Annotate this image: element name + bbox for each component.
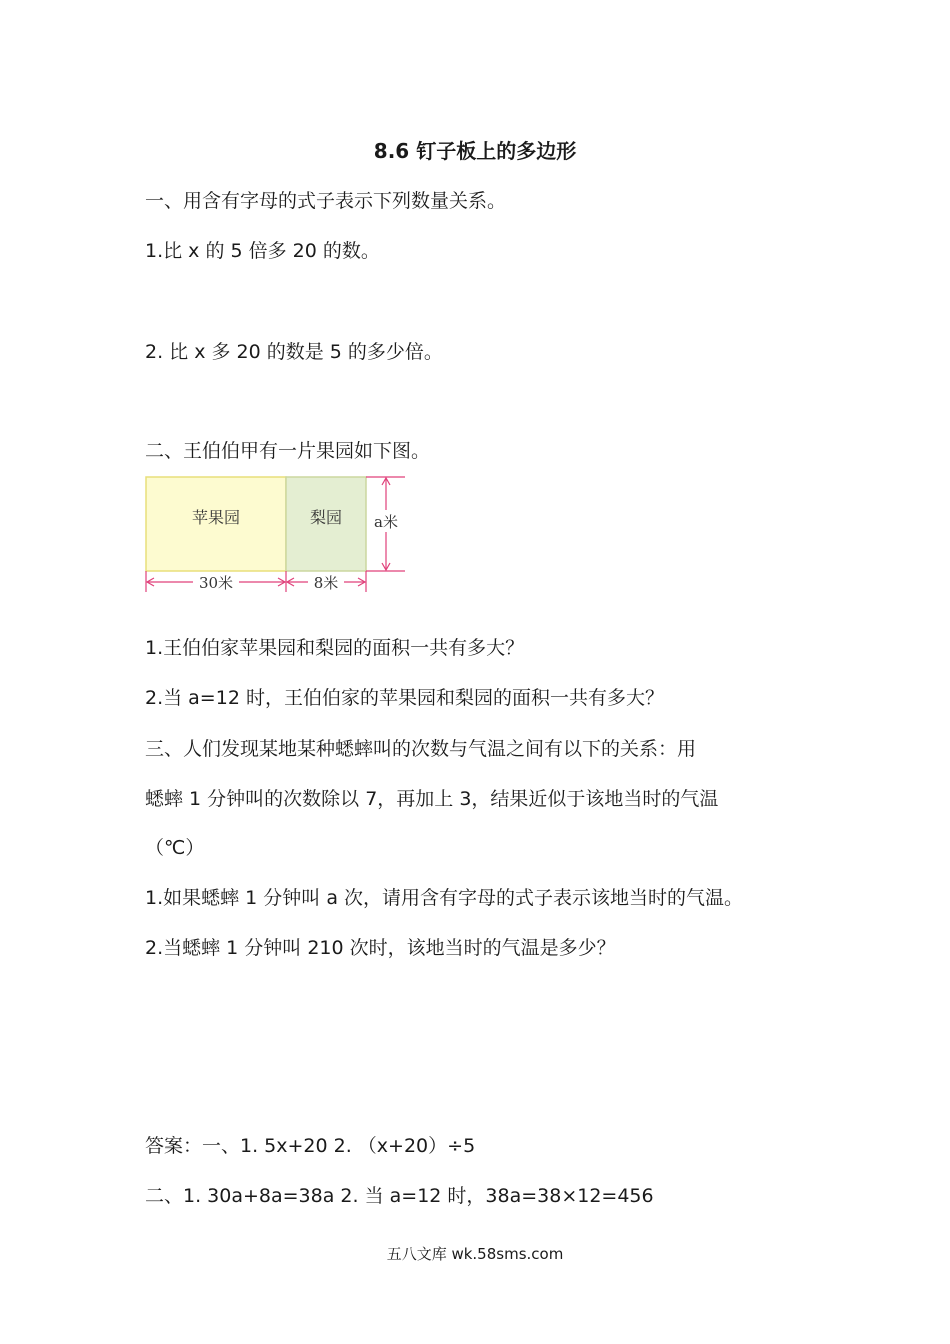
section1-heading: 一、用含有字母的式子表示下列数量关系。 bbox=[145, 190, 507, 212]
pear-width-label: 8米 bbox=[313, 574, 339, 592]
answers-line-2: 二、1. 30a+8a=38a 2. 当 a=12 时，38a=38×12=456 bbox=[145, 1185, 654, 1207]
orchard-figure bbox=[143, 472, 408, 597]
section3-question-2: 2.当蟋蟀 1 分钟叫 210 次时，该地当时的气温是多少？ bbox=[145, 937, 616, 959]
section3-heading-line-3: （℃） bbox=[145, 837, 205, 859]
section2-question-1: 1.王伯伯家苹果园和梨园的面积一共有多大？ bbox=[145, 637, 525, 659]
section2-heading: 二、王伯伯甲有一片果园如下图。 bbox=[145, 440, 431, 462]
section1-question-1: 1.比 x 的 5 倍多 20 的数。 bbox=[145, 240, 380, 262]
answers-line-1: 答案：一、1. 5x+20 2. （x+20）÷5 bbox=[145, 1135, 476, 1157]
footer-watermark: 五八文库 wk.58sms.com bbox=[386, 1245, 564, 1263]
apple-orchard-label: 苹果园 bbox=[191, 508, 241, 527]
section3-heading-line-1: 三、人们发现某地某种蟋蟀叫的次数与气温之间有以下的关系：用 bbox=[145, 738, 697, 760]
section1-question-2: 2. 比 x 多 20 的数是 5 的多少倍。 bbox=[145, 341, 443, 363]
section3-question-1: 1.如果蟋蟀 1 分钟叫 a 次，请用含有字母的式子表示该地当时的气温。 bbox=[145, 887, 744, 909]
section3-heading-line-2: 蟋蟀 1 分钟叫的次数除以 7，再加上 3，结果近似于该地当时的气温 bbox=[145, 788, 719, 810]
height-label: a米 bbox=[374, 513, 398, 531]
page-title: 8.6 钉子板上的多边形 bbox=[373, 139, 577, 163]
apple-width-label: 30米 bbox=[198, 574, 234, 592]
pear-orchard-label: 梨园 bbox=[309, 508, 343, 527]
section2-question-2: 2.当 a=12 时，王伯伯家的苹果园和梨园的面积一共有多大？ bbox=[145, 687, 664, 709]
